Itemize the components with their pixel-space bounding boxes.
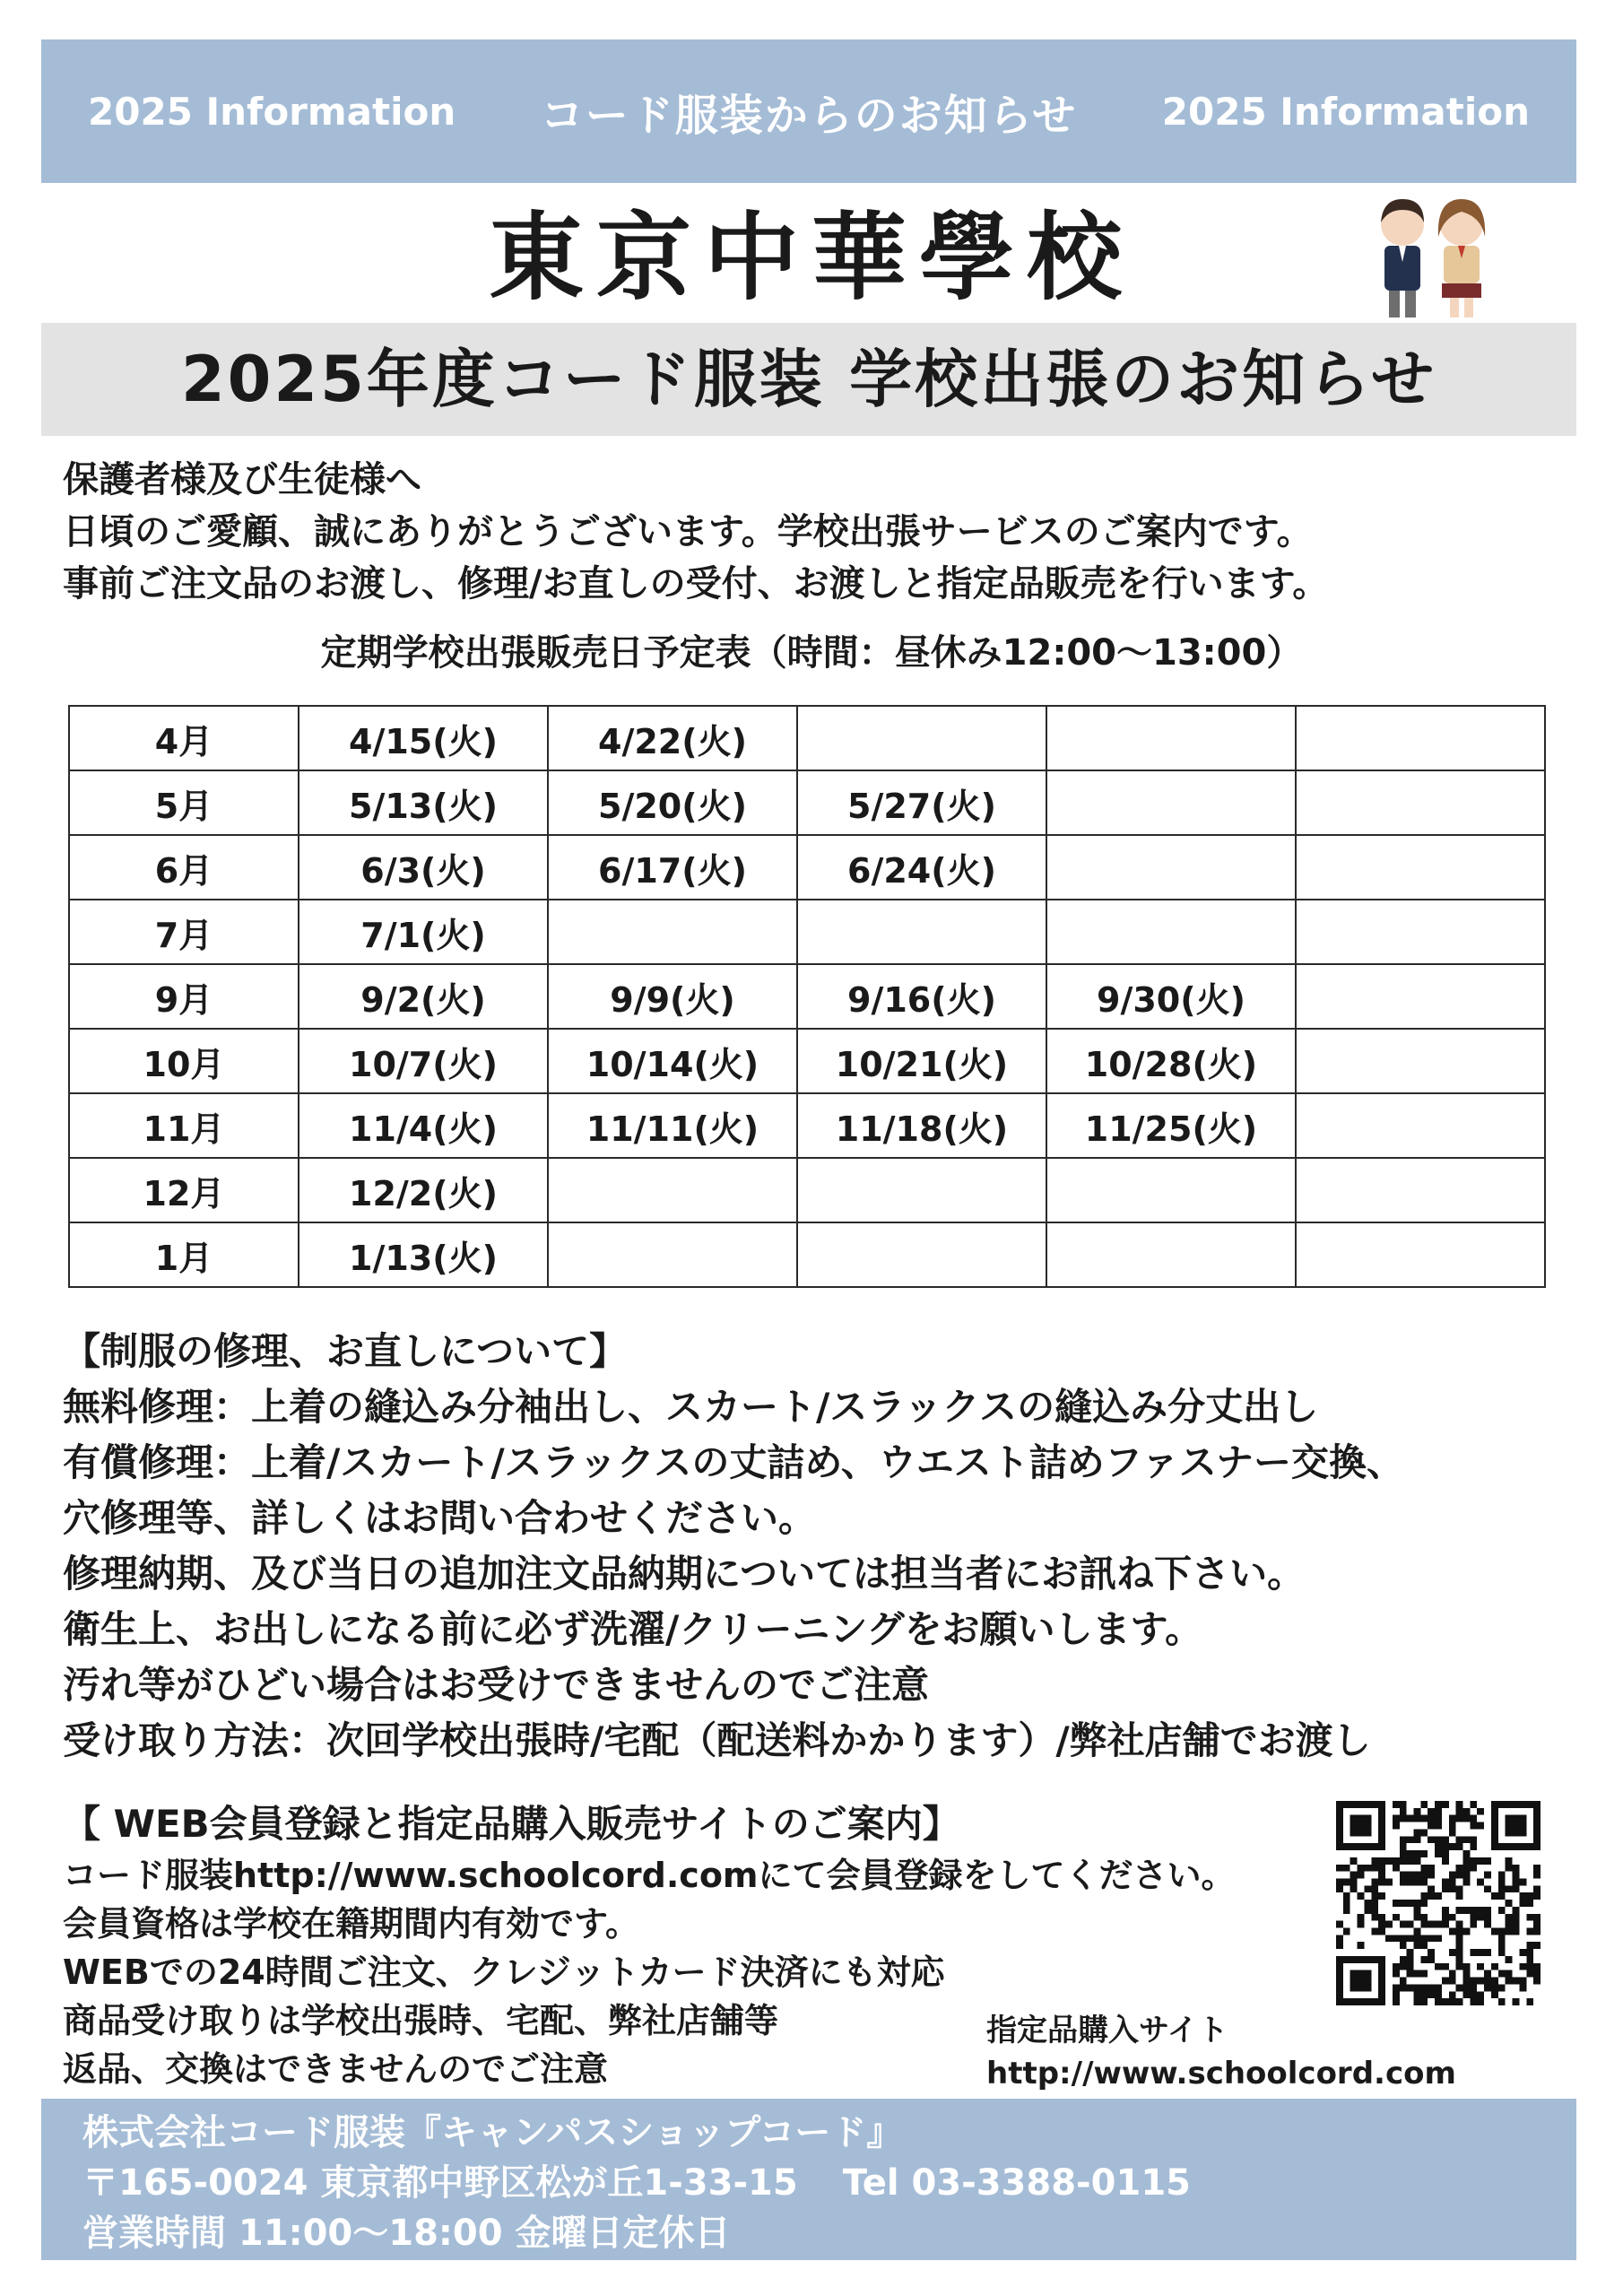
schedule-row	[69, 706, 1545, 770]
schedule-month-cell: 11月	[69, 1093, 299, 1158]
footer-address-line	[82, 2158, 1576, 2208]
intro-greeting: 保護者様及び生徒様へ	[63, 459, 421, 500]
schedule-date-cell: 10/28(火)	[1046, 1029, 1296, 1093]
schedule-date-cell	[548, 900, 797, 964]
schedule-month-cell: 7月	[69, 900, 299, 964]
repair-paid-cont: 穴修理等、詳しくはお問い合わせください。	[63, 1496, 817, 1540]
schedule-row	[69, 835, 1545, 900]
schedule-row	[69, 964, 1545, 1029]
repair-dirty-notice: 汚れ等がひどい場合はお受けできませんのでご注意	[63, 1663, 930, 1707]
schedule-date-cell	[548, 1158, 797, 1222]
schedule-date-cell	[1296, 706, 1545, 770]
schedule-date-cell: 5/13(火)	[299, 770, 548, 835]
schedule-date-cell: 9/16(火)	[797, 964, 1046, 1029]
school-name: 東京中華學校	[489, 201, 1134, 313]
schedule-date-cell	[1046, 1158, 1296, 1222]
web-no-returns: 返品、交換はできませんのでご注意	[63, 2049, 609, 2089]
schedule-date-cell: 6/24(火)	[797, 835, 1046, 900]
schedule-date-cell	[1046, 706, 1296, 770]
schedule-date-cell: 5/27(火)	[797, 770, 1046, 835]
schedule-date-cell	[1296, 900, 1545, 964]
schedule-date-cell: 11/4(火)	[299, 1093, 548, 1158]
schedule-date-cell	[797, 1158, 1046, 1222]
web-pickup: 商品受け取りは学校出張時、宅配、弊社店舗等	[63, 2001, 779, 2040]
schedule-date-cell: 5/20(火)	[548, 770, 797, 835]
schedule-date-cell: 1/13(火)	[299, 1222, 548, 1287]
schedule-title: 定期学校出張販売日予定表（時間：昼休み12:00〜13:00）	[320, 632, 1303, 674]
students-illustration-icon	[1365, 190, 1499, 325]
web-heading: 【 WEB会員登録と指定品購入販売サイトのご案内】	[63, 1802, 960, 1846]
banner-center-text: コード服装からのお知らせ	[540, 90, 1078, 141]
intro-section	[63, 454, 1578, 610]
banner-right-text: 2025 Information	[1161, 89, 1530, 134]
schedule-date-cell: 10/21(火)	[797, 1029, 1046, 1093]
schedule-date-cell	[548, 1222, 797, 1287]
schedule-month-cell: 12月	[69, 1158, 299, 1222]
schedule-row	[69, 1029, 1545, 1093]
schedule-date-cell: 11/18(火)	[797, 1093, 1046, 1158]
top-banner	[41, 39, 1576, 183]
schedule-date-cell: 10/14(火)	[548, 1029, 797, 1093]
repair-heading: 【制服の修理、お直しについて】	[63, 1329, 628, 1373]
schedule-date-cell	[1046, 835, 1296, 900]
footer-company: 株式会社コード服装『キャンパスショップコード』	[82, 2112, 903, 2153]
footer-banner	[41, 2099, 1576, 2260]
schedule-date-cell: 10/7(火)	[299, 1029, 548, 1093]
schedule-date-cell	[797, 900, 1046, 964]
intro-thanks: 日頃のご愛顧、誠にありがとうございます。学校出張サービスのご案内です。	[63, 511, 1313, 552]
repair-hygiene: 衛生上、お出しになる前に必ず洗濯/クリーニングをお願いします。	[63, 1607, 1203, 1651]
schedule-date-cell	[1296, 1029, 1545, 1093]
qr-caption	[986, 2009, 1524, 2095]
web-register: コード服装http://www.schoolcord.comにて会員登録をしてください。	[63, 1856, 1236, 1895]
schedule-date-cell	[1296, 1222, 1545, 1287]
schedule-month-cell: 6月	[69, 835, 299, 900]
repair-delivery-time: 修理納期、及び当日の追加注文品納期については担当者にお訊ね下さい。	[63, 1552, 1306, 1596]
footer-address: 〒165-0024 東京都中野区松が丘1-33-15	[82, 2162, 798, 2204]
schedule-row	[69, 900, 1545, 964]
repair-paid: 有償修理：上着/スカート/スラックスの丈詰め、ウエスト詰めファスナー交換、	[63, 1440, 1405, 1484]
schedule-date-cell: 7/1(火)	[299, 900, 548, 964]
repair-pickup-method: 受け取り方法：次回学校出張時/宅配（配送料かかります）/弊社店舗でお渡し	[63, 1718, 1371, 1762]
schedule-month-cell: 4月	[69, 706, 299, 770]
web-membership: 会員資格は学校在籍期間内有効です。	[63, 1904, 639, 1944]
schedule-date-cell: 11/11(火)	[548, 1093, 797, 1158]
schedule-month-cell: 10月	[69, 1029, 299, 1093]
schedule-date-cell	[797, 1222, 1046, 1287]
footer-tel: Tel 03-3388-0115	[842, 2162, 1191, 2204]
schedule-date-cell: 9/2(火)	[299, 964, 548, 1029]
schedule-row	[69, 1158, 1545, 1222]
schedule-row	[69, 770, 1545, 835]
schedule-date-cell	[1296, 964, 1545, 1029]
schedule-row	[69, 1222, 1545, 1287]
schedule-date-cell: 6/17(火)	[548, 835, 797, 900]
schedule-date-cell	[1046, 770, 1296, 835]
schedule-date-cell: 4/15(火)	[299, 706, 548, 770]
schedule-date-cell: 9/9(火)	[548, 964, 797, 1029]
notice-title: 2025年度コード服装 学校出張のお知らせ	[41, 323, 1576, 436]
schedule-date-cell	[1296, 835, 1545, 900]
schedule-month-cell: 9月	[69, 964, 299, 1029]
schedule-date-cell	[1296, 770, 1545, 835]
schedule-date-cell: 6/3(火)	[299, 835, 548, 900]
schedule-row	[69, 1093, 1545, 1158]
footer-hours: 営業時間 11:00〜18:00 金曜日定休日	[82, 2213, 731, 2254]
schedule-date-cell	[1296, 1158, 1545, 1222]
repair-free: 無料修理：上着の縫込み分袖出し、スカート/スラックスの縫込み分丈出し	[63, 1385, 1319, 1429]
qr-caption-label: 指定品購入サイト	[986, 2013, 1228, 2048]
intro-description: 事前ご注文品のお渡し、修理/お直しの受付、お渡しと指定品販売を行います。	[63, 563, 1329, 604]
schedule-month-cell: 5月	[69, 770, 299, 835]
schedule-date-cell: 4/22(火)	[548, 706, 797, 770]
schedule-date-cell: 11/25(火)	[1046, 1093, 1296, 1158]
schedule-month-cell: 1月	[69, 1222, 299, 1287]
schedule-date-cell	[1046, 1222, 1296, 1287]
schedule-date-cell: 9/30(火)	[1046, 964, 1296, 1029]
schedule-date-cell	[1296, 1093, 1545, 1158]
schedule-date-cell	[1046, 900, 1296, 964]
schedule-table	[68, 705, 1546, 1288]
schedule-date-cell: 12/2(火)	[299, 1158, 548, 1222]
web-ordering: WEBでの24時間ご注文、クレジットカード決済にも対応	[63, 1952, 945, 1992]
qr-caption-url[interactable]: http://www.schoolcord.com	[986, 2056, 1456, 2092]
schedule-date-cell	[797, 706, 1046, 770]
qr-code-icon[interactable]	[1336, 1801, 1541, 2005]
repair-section	[63, 1324, 1587, 1769]
banner-left-text: 2025 Information	[88, 89, 456, 134]
